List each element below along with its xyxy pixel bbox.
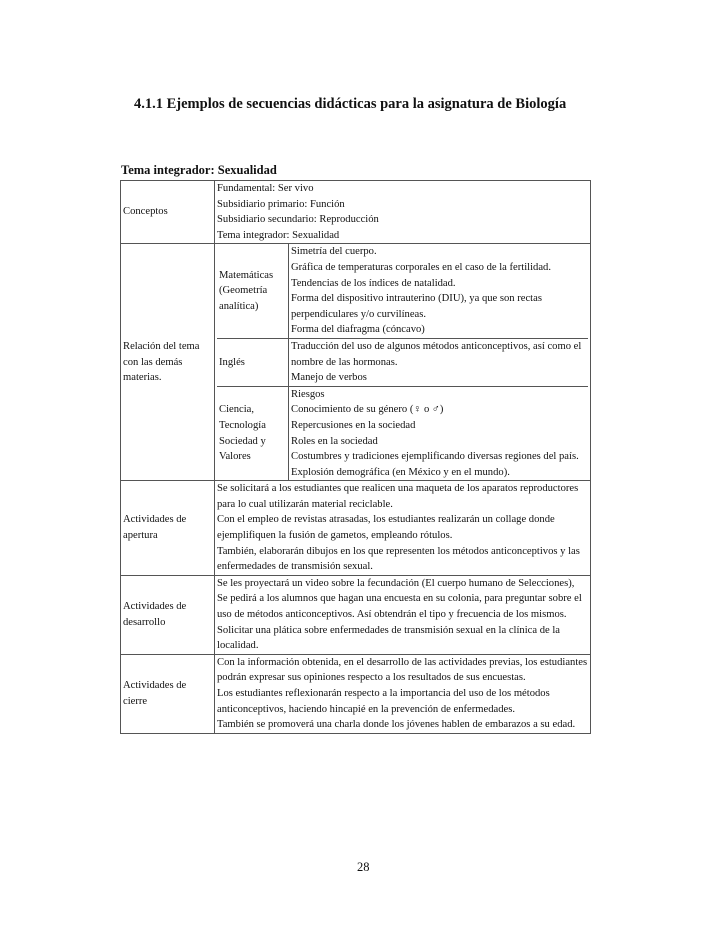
activity-line: Se solicitará a los estudiantes que realicen una maqueta de los aparatos reproductores para lo cual utilizarán material reciclable. xyxy=(217,483,579,510)
materia-line: Forma del diafragma (cóncavo) xyxy=(291,324,425,336)
materia-name: Matemáticas (Geometría analítica) xyxy=(217,244,289,338)
activity-line: Solicitar una plática sobre enfermedades de transmisión sexual en la clínica de la localidad. xyxy=(217,624,560,652)
materia-line: Gráfica de temperaturas corporales en el caso de la fertilidad. xyxy=(291,261,552,273)
row-label-cierre: Actividades de cierre xyxy=(121,654,215,733)
materia-line: Repercusiones en la sociedad xyxy=(291,419,416,431)
materias-table xyxy=(217,244,588,480)
materia-name: Ciencia, Tecnología Sociedad y Valores xyxy=(217,386,289,480)
materia-line: Simetría del cuerpo. xyxy=(291,246,377,258)
section-heading: 4.1.1 Ejemplos de secuencias didácticas para la asignatura de Biología xyxy=(134,96,567,112)
activity-line: Se les proyectará un video sobre la fecundación (El cuerpo humano de Selecciones), xyxy=(217,577,575,589)
row-relacion xyxy=(121,244,591,481)
concepto-line: Fundamental: Ser vivo xyxy=(217,183,314,194)
materia-line: Forma del dispositivo intrauterino (DIU), ya que son rectas perpendiculares y/o curvilíneas. xyxy=(291,293,542,320)
activity-line: Los estudiantes reflexionarán respecto a la importancia del uso de los métodos anticonceptivos, haciendo hincapié en la prevención de enfermedades. xyxy=(217,688,550,715)
materia-content xyxy=(289,338,589,386)
materia-line: Conocimiento de su género (♀ o ♂) xyxy=(291,404,444,416)
page-number: 28 xyxy=(357,860,370,874)
materias-cell xyxy=(215,244,591,481)
materia-line: Riesgos xyxy=(291,388,325,400)
materia-name: Inglés xyxy=(217,338,289,386)
materia-line: Roles en la sociedad xyxy=(291,435,378,447)
row-apertura xyxy=(121,481,591,576)
activity-line: Con el empleo de revistas atrasadas, los estudiantes realizarán un collage donde ejemplifiquen la fusión de gametos, empleando rótulos. xyxy=(217,514,555,542)
concepto-line: Subsidiario primario: Función xyxy=(217,198,345,210)
activity-line: También se promoverá una charla donde los jóvenes hablen de embarazos a su edad. xyxy=(217,719,576,731)
row-label-relacion: Relación del tema con las demás materias. xyxy=(121,244,215,481)
materia-line: Costumbres y tradiciones ejemplificando diversas regiones del país. xyxy=(291,451,579,463)
materia-content xyxy=(289,386,589,480)
row-label-desarrollo: Actividades de desarrollo xyxy=(121,575,215,654)
row-conceptos xyxy=(121,181,591,244)
row-cierre xyxy=(121,654,591,733)
row-desarrollo xyxy=(121,575,591,654)
materia-line: Tendencias de los índices de natalidad. xyxy=(291,277,456,289)
materia-row-ingles xyxy=(217,338,588,386)
apertura-content xyxy=(215,481,591,576)
conceptos-content xyxy=(215,181,591,244)
desarrollo-content xyxy=(215,575,591,654)
materia-line: Explosión demográfica (en México y en el mundo). xyxy=(291,466,510,478)
concepto-line: Subsidiario secundario: Reproducción xyxy=(217,214,379,226)
materia-content xyxy=(289,244,589,338)
materia-line: Traducción del uso de algunos métodos anticonceptivos, así como el nombre de las hormonas. xyxy=(291,340,582,368)
row-label-apertura: Actividades de apertura xyxy=(121,481,215,576)
activity-line: Con la información obtenida, en el desarrollo de las actividades previas, los estudiantes podrán expresar sus opiniones respecto a los resultados de sus encuestas. xyxy=(217,656,588,684)
materia-row-ctsv xyxy=(217,386,588,480)
concepto-line: Tema integrador: Sexualidad xyxy=(217,229,340,241)
row-label-conceptos: Conceptos xyxy=(121,181,215,244)
cierre-content xyxy=(215,654,591,733)
activity-line: También, elaborarán dibujos en los que representen los métodos anticonceptivos y las enfermedades de transmisión sexual. xyxy=(217,545,580,573)
materia-line: Manejo de verbos xyxy=(291,372,367,384)
didactic-sequence-table xyxy=(120,180,591,734)
tema-integrador-title: Tema integrador: Sexualidad xyxy=(121,163,277,177)
materia-row-matematicas xyxy=(217,244,588,338)
activity-line: Se pedirá a los alumnos que hagan una encuesta en su colonia, para preguntar sobre el uso de métodos anticonceptivos. Así obtendrán el tipo y frecuencia de los mismos. xyxy=(217,593,582,621)
